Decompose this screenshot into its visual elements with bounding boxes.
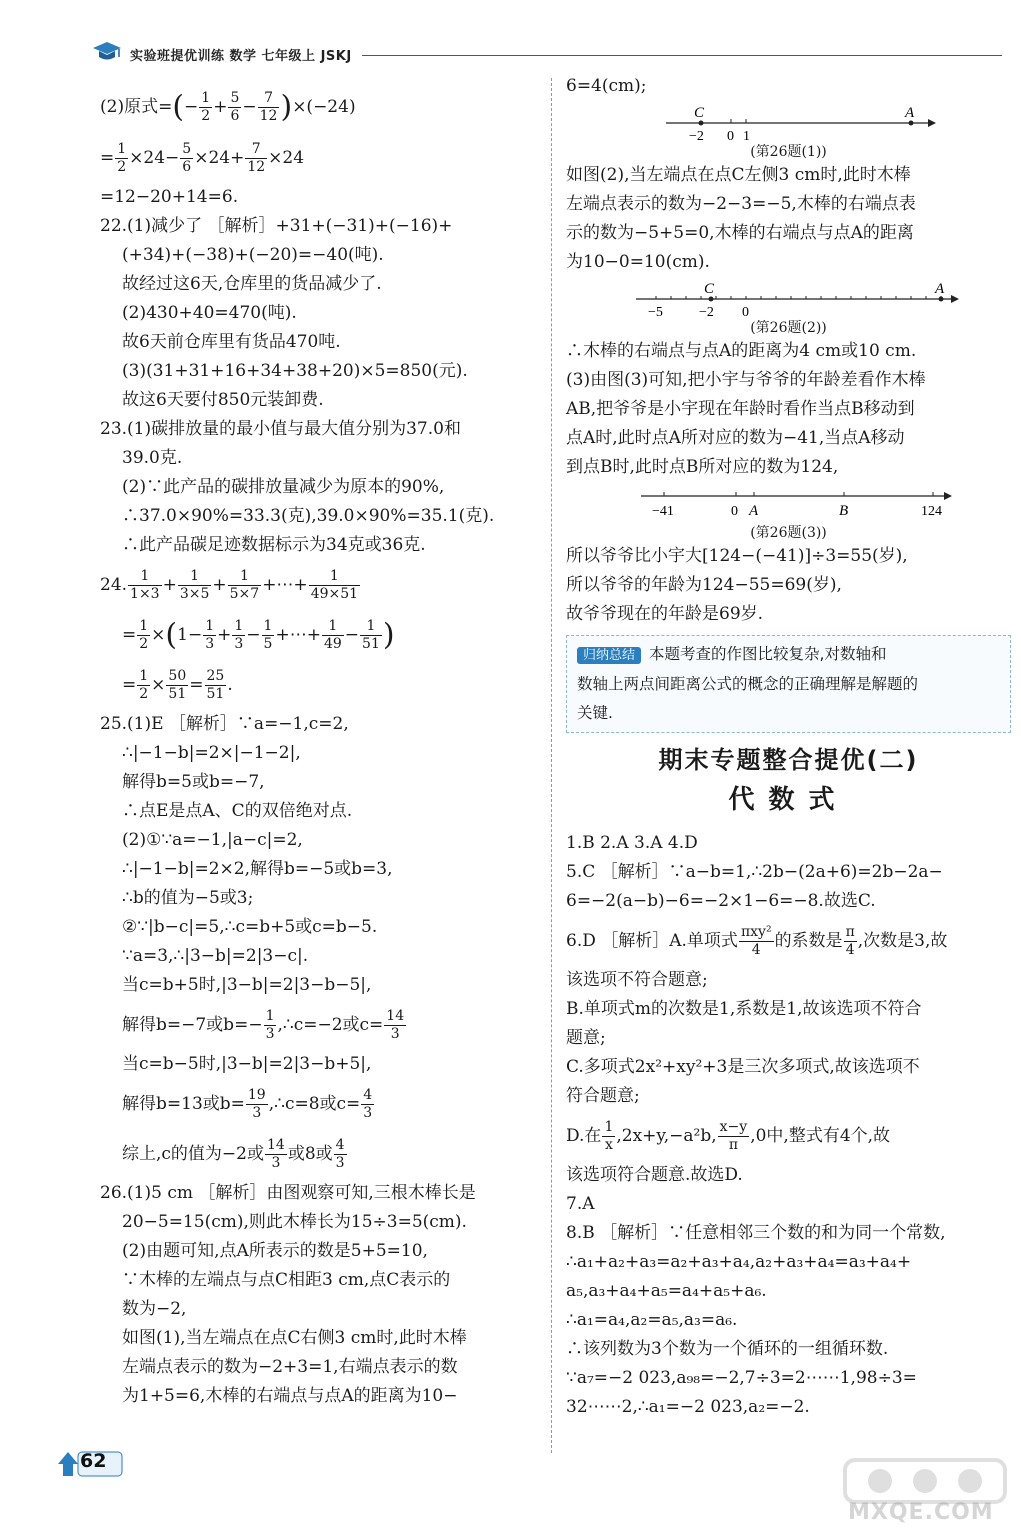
q25-line-11: 解得b=−7或b=− $\frac{1}{3}$ ,∴c=−2或c= $\frac{14}{3}$ xyxy=(122,1008,405,1042)
number-line-figure-3 xyxy=(566,482,1006,524)
fig3-tick-124: 124 xyxy=(921,504,942,519)
left-column xyxy=(100,82,548,1411)
q25-line-10: 当c=b+5时,|3−b|=2|3−b−5|, xyxy=(122,975,372,995)
fig2-label-c: C xyxy=(704,281,715,297)
ans-6-line-6: 符合题意; xyxy=(566,1086,640,1106)
q25-line-1: 25.(1)E ［解析］∵a=−1,c=2, xyxy=(100,714,349,734)
ans-8-line-7: 32⋯⋯2,∴a₁=−2 023,a₂=−2. xyxy=(566,1397,810,1417)
q22-line-5: 故6天前仓库里有货品470吨. xyxy=(122,331,341,352)
watermark-text: MXQE.COM xyxy=(848,1500,994,1525)
fig1-label-a: A xyxy=(905,105,915,121)
r-line-8: AB,把爷爷是小宇现在年龄时看作当点B移动到 xyxy=(566,399,915,419)
q23-line-4: ∴37.0×90%=33.3(克),39.0×90%=35.1(克). xyxy=(122,505,495,526)
q25-line-6: ∴|−1−b|=2×2,解得b=−5或b=3, xyxy=(122,859,393,879)
number-line-figure-1 xyxy=(566,101,1006,143)
r-line-11: 所以爷爷比小宇大[124−(−41)]÷3=55(岁), xyxy=(566,546,908,566)
q26-line-8: 为1+5=6,木棒的右端点与点A的距离为10− xyxy=(122,1386,458,1406)
q24-line-3: = $\frac{1}{2}$ × $\frac{50}{51}$ = $\frac{25}{51}$ . xyxy=(122,668,233,702)
q23-line-2: 39.0克. xyxy=(122,447,183,468)
r-line-1: 6=4(cm); xyxy=(566,76,647,96)
q25-line-9: ∵a=3,∴|3−b|=2|3−c|. xyxy=(122,946,309,966)
q26-line-6: 如图(1),当左端点在点C右侧3 cm时,此时木棒 xyxy=(122,1328,467,1348)
ans-7: 7.A xyxy=(566,1194,595,1214)
section-subtitle: 代数式 xyxy=(728,785,849,815)
q21-line-3: =12−20+14=6. xyxy=(100,186,239,207)
q26-line-4: ∵木棒的左端点与点C相距3 cm,点C表示的 xyxy=(122,1270,451,1290)
column-divider xyxy=(551,78,552,1453)
q25-line-4: ∴点E是点A、C的双倍绝对点. xyxy=(122,801,353,821)
r-line-5: 为10−0=10(cm). xyxy=(566,252,710,272)
q22-line-4: (2)430+40=470(吨). xyxy=(122,302,297,323)
q23-line-3: (2)∵此产品的碳排放量减少为原本的90%, xyxy=(122,476,445,497)
r-line-2: 如图(2),当左端点在点C左侧3 cm时,此时木棒 xyxy=(566,165,911,185)
fig2-caption: (第26题(2)) xyxy=(750,320,827,336)
ans-8-line-4: ∴a₁=a₄,a₂=a₅,a₃=a₆. xyxy=(566,1310,738,1330)
ans-6-line-1: 6.D ［解析］A.单项式 $\frac{\text{πxy²}}{4}$ 的系数是 $\frac{\pi}{4}$ ,次数是3,故 xyxy=(566,924,948,958)
ans-8-line-6: ∵a₇=−2 023,a₉₈=−2,7÷3=2⋯⋯1,98÷3= xyxy=(566,1368,917,1388)
fig3-label-a: A xyxy=(749,503,759,519)
ans-6-line-5: C.多项式2x²+xy²+3是三次多项式,故该选项不 xyxy=(566,1057,920,1077)
fig3-label-b: B xyxy=(839,503,849,519)
fig1-tick-neg2: −2 xyxy=(689,129,704,143)
q25-line-8: ②∵|b−c|=5,∴c=b+5或c=b−5. xyxy=(122,917,378,937)
q25-line-3: 解得b=5或b=−7, xyxy=(122,772,265,792)
page-number: 62 xyxy=(80,1450,107,1472)
number-line-figure-2 xyxy=(566,277,1006,319)
graduation-cap-icon xyxy=(92,40,122,62)
ans-8-line-3: a₅,a₃+a₄+a₅=a₄+a₅+a₆. xyxy=(566,1281,767,1301)
section-title: 期末专题整合提优(二) xyxy=(658,746,919,774)
summary-line-2: 数轴上两点间距离公式的概念的正确理解是解题的 xyxy=(577,675,919,693)
q24-line-2: = $\frac{1}{2}$ ×(1− $\frac{1}{3}$ + $\frac{1}{3}$ − $\frac{1}{5}$ +⋯+ $\frac{1}{49}$ − $\frac{1}{51}$ ) xyxy=(122,617,395,652)
q26-line-1: 26.(1)5 cm ［解析］由图观察可知,三根木棒长是 xyxy=(100,1183,476,1203)
q22-line-1: 22.(1)减少了 ［解析］+31+(−31)+(−16)+ xyxy=(100,215,453,236)
right-column xyxy=(566,72,1011,1422)
q24-line-1: 24. $\frac{1}{1\times 3}$ + $\frac{1}{3\times 5}$ + $\frac{1}{5\times 7}$ +⋯+ $\frac{1}{49\times 51}$ xyxy=(100,567,359,602)
series-title: 实验班提优训练 数学 七年级上 JSKJ xyxy=(130,49,352,64)
q26-line-3: (2)由题可知,点A所表示的数是5+5=10, xyxy=(122,1241,428,1261)
fig1-tick-0: 0 xyxy=(727,129,734,143)
q25-line-2: ∴|−1−b|=2×|−1−2|, xyxy=(122,743,301,763)
ans-5-line-2: 6=−2(a−b)−6=−2×1−6=−8.故选C. xyxy=(566,891,876,911)
fig2-tick-neg5: −5 xyxy=(648,305,663,319)
q26-line-2: 20−5=15(cm),则此木棒长为15÷3=5(cm). xyxy=(122,1212,467,1232)
q26-line-5: 数为−2, xyxy=(122,1299,187,1319)
q25-line-7: ∴b的值为−5或3; xyxy=(122,888,254,908)
summary-box xyxy=(566,635,1011,733)
summary-tag: 归纳总结 xyxy=(577,647,641,664)
ans-6-line-2: 该选项不符合题意; xyxy=(566,970,708,990)
r-line-12: 所以爷爷的年龄为124−55=69(岁), xyxy=(566,575,842,595)
q25-line-5: (2)①∵a=−1,|a−c|=2, xyxy=(122,830,303,850)
q22-line-7: 故这6天要付850元装卸费. xyxy=(122,389,324,410)
fig2-tick-neg2: −2 xyxy=(699,305,714,319)
ans-6-line-4: 题意; xyxy=(566,1028,606,1048)
ans-1-4: 1.B 2.A 3.A 4.D xyxy=(566,833,698,853)
r-line-9: 点A时,此时点A所对应的数为−41,当点A移动 xyxy=(566,428,905,448)
q26-line-7: 左端点表示的数为−2+3=1,右端点表示的数 xyxy=(122,1357,458,1377)
summary-line-1: 归纳总结 本题考查的作图比较复杂,对数轴和 xyxy=(577,640,1000,670)
fig2-label-a: A xyxy=(935,281,945,297)
q21-line-2: = $\frac{1}{2}$ ×24− $\frac{5}{6}$ ×24+ $\frac{7}{12}$ ×24 xyxy=(100,140,305,175)
q22-line-2: (+34)+(−38)+(−20)=−40(吨). xyxy=(122,244,384,265)
r-line-4: 示的数为−5+5=0,木棒的右端点与点A的距离 xyxy=(566,223,914,243)
fig3-caption: (第26题(3)) xyxy=(750,525,827,541)
ans-6-line-7: D.在 $\frac{1}{x}$ ,2x+y,−a²b, $\frac{x-y}{\pi}$ ,0中,整式有4个,故 xyxy=(566,1119,891,1153)
r-line-10: 到点B时,此时点B所对应的数为124, xyxy=(566,457,839,477)
fig3-tick-neg41: −41 xyxy=(652,504,674,519)
fig1-label-c: C xyxy=(694,105,705,121)
q23-line-1: 23.(1)碳排放量的最小值与最大值分别为37.0和 xyxy=(100,418,461,439)
r-line-3: 左端点表示的数为−2−3=−5,木棒的右端点表 xyxy=(566,194,916,214)
q25-line-12: 当c=b−5时,|3−b|=2|3−b+5|, xyxy=(122,1054,372,1074)
r-line-7: (3)由图(3)可知,把小宇与爷爷的年龄差看作木棒 xyxy=(566,370,926,390)
q23-line-5: ∴此产品碳足迹数据标示为34克或36克. xyxy=(122,534,426,555)
r-line-6: ∴木棒的右端点与点A的距离为4 cm或10 cm. xyxy=(566,341,917,361)
ans-8-line-2: ∴a₁+a₂+a₃=a₂+a₃+a₄,a₂+a₃+a₄=a₃+a₄+ xyxy=(566,1252,912,1272)
fig2-tick-0: 0 xyxy=(742,305,749,319)
page-header xyxy=(0,0,1021,70)
q25-line-13: 解得b=13或b= $\frac{19}{3}$ ,∴c=8或c= $\frac{4}{3}$ xyxy=(122,1087,373,1121)
q25-line-14: 综上,c的值为−2或 $\frac{14}{3}$ 或8或 $\frac{4}{3}$ xyxy=(122,1137,345,1171)
ans-6-line-8: 该选项符合题意.故选D. xyxy=(566,1165,743,1185)
fig3-tick-0: 0 xyxy=(731,504,738,519)
r-line-13: 故爷爷现在的年龄是69岁. xyxy=(566,604,764,624)
summary-line-3: 关键. xyxy=(577,704,613,722)
header-rule xyxy=(362,55,1002,56)
ans-8-line-1: 8.B ［解析］∵任意相邻三个数的和为同一个常数, xyxy=(566,1223,946,1243)
fig1-tick-1: 1 xyxy=(743,129,750,143)
q22-line-3: 故经过这6天,仓库里的货品减少了. xyxy=(122,273,382,294)
q21-line-1: (2)原式=(− $\frac{1}{2}$ + $\frac{5}{6}$ − $\frac{7}{12}$ )×(−24) xyxy=(100,89,356,125)
ans-6-line-3: B.单项式m的次数是1,系数是1,故该选项不符合 xyxy=(566,999,922,1019)
ans-5-line-1: 5.C ［解析］∵a−b=1,∴2b−(2a+6)=2b−2a− xyxy=(566,862,943,882)
fig1-caption: (第26题(1)) xyxy=(750,144,827,160)
ans-8-line-5: ∴该列数为3个数为一个循环的一组循环数. xyxy=(566,1339,889,1359)
q22-line-6: (3)(31+31+16+34+38+20)×5=850(元). xyxy=(122,360,468,381)
